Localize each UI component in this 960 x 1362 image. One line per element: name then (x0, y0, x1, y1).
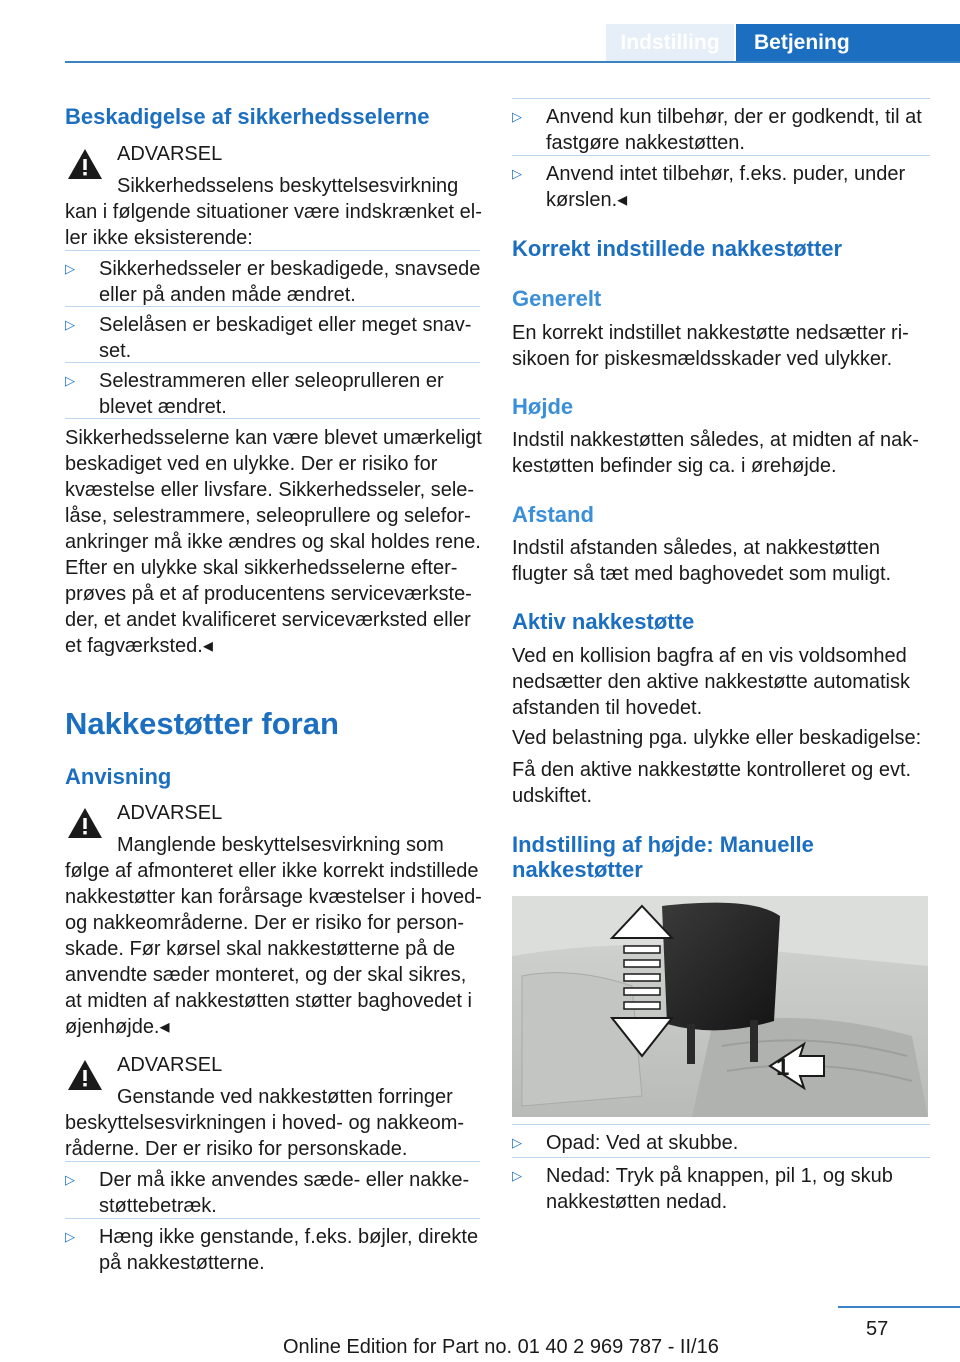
warning-text-line: Manglende beskyttelsesvirkning som (117, 834, 444, 856)
subsection-title-general: Generelt (512, 286, 602, 311)
list-item: Hæng ikke genstande, f.eks. bøjler, direkte (99, 1226, 479, 1248)
warning-text-line: at midten af nakkestøtten støtter baghovedet i (65, 990, 472, 1012)
list-separator (65, 306, 480, 307)
paragraph-line: En korrekt indstillet nakkestøtte nedsætter ri- (512, 322, 909, 344)
warning-triangle-icon (66, 806, 104, 840)
paragraph-line: Ved en kollision bagfra af en vis voldsomhed (512, 645, 907, 667)
list-item: Selestrammeren eller seleoprulleren er (99, 370, 444, 392)
triangle-bullet-icon: ▷ (65, 317, 75, 332)
warning-text-line: ler ikke eksisterende: (65, 227, 253, 249)
triangle-bullet-icon: ▷ (65, 373, 75, 388)
warning-text-line: nakkestøtter kan forårsage kvæstelser i hoved- (65, 886, 482, 908)
list-item: Anvend intet tilbehør, f.eks. puder, under (546, 163, 906, 185)
triangle-bullet-icon: ▷ (65, 1229, 75, 1244)
list-separator (65, 362, 480, 363)
paragraph-line: Få den aktive nakkestøtte kontrolleret og evt. (512, 759, 912, 781)
headrest-illustration (512, 896, 928, 1117)
list-separator (512, 1124, 930, 1125)
list-item: Anvend kun tilbehør, der er godkendt, til at (546, 106, 922, 128)
list-item: Sikkerhedsseler er beskadigede, snavsede (99, 258, 481, 280)
paragraph-line: kestøtten befinder sig ca. i ørehøjde. (512, 455, 837, 477)
triangle-bullet-icon: ▷ (512, 109, 522, 124)
paragraph-line: Indstil nakkestøtten således, at midten af nak- (512, 429, 919, 451)
list-separator (65, 250, 480, 251)
warning-triangle-icon (66, 1058, 104, 1092)
warning-label: ADVARSEL (117, 1054, 223, 1076)
section-title-height-adjust: Indstilling af højde: Manuelle (512, 832, 814, 857)
list-item: nakkestøtten nedad. (546, 1191, 728, 1213)
paragraph-line: Sikkerhedsselerne kan være blevet umærkeligt (65, 427, 482, 449)
list-item: Der må ikke anvendes sæde- eller nakke- (99, 1169, 470, 1191)
list-item: Opad: Ved at skubbe. (546, 1132, 739, 1154)
subsection-title-distance: Afstand (512, 502, 594, 527)
list-separator (65, 1218, 480, 1219)
list-separator (512, 1157, 930, 1158)
warning-text-line: skade. Før kørsel skal nakkestøtterne på de (65, 938, 456, 960)
list-item: støttebetræk. (99, 1195, 217, 1217)
section-title-active-headrest: Aktiv nakkestøtte (512, 609, 695, 634)
list-item: blevet ændret. (99, 396, 227, 418)
paragraph-line: der, et andet kvalificeret serviceværksted eller (65, 609, 471, 631)
paragraph-line: udskiftet. (512, 785, 593, 807)
footer-divider (838, 1306, 960, 1308)
warning-label: ADVARSEL (117, 802, 223, 824)
list-item: Selelåsen er beskadiget eller meget snav- (99, 314, 472, 336)
list-item: på nakkestøtterne. (99, 1252, 265, 1274)
paragraph-line: et fagværksted.◂ (65, 635, 213, 657)
paragraph-line: sikoen for piskesmældsskader ved ulykker. (512, 348, 893, 370)
list-separator (512, 98, 930, 99)
tab-betjening[interactable]: Betjening (736, 24, 960, 61)
paragraph-line: Ved belastning pga. ulykke eller beskadigelse: (512, 727, 922, 749)
warning-text-line: Genstande ved nakkestøtten forringer (117, 1086, 453, 1108)
paragraph-line: afstanden til hovedet. (512, 697, 703, 719)
section-title-seatbelt-damage: Beskadigelse af sikkerhedsselerne (65, 104, 430, 129)
section-title-note: Anvisning (65, 764, 172, 789)
list-separator (65, 1161, 480, 1162)
warning-text-line: anvendte sæder monteret, og der skal sikres, (65, 964, 467, 986)
list-item: kørslen.◂ (546, 189, 628, 211)
paragraph-line: Indstil afstanden således, at nakkestøtten (512, 537, 880, 559)
section-title-correct-headrests: Korrekt indstillede nakkestøtter (512, 236, 843, 261)
paragraph-line: beskadiget ved en ulykke. Der er risiko for (65, 453, 438, 475)
triangle-bullet-icon: ▷ (512, 1135, 522, 1150)
paragraph-line: kvæstelse eller livsfare. Sikkerhedsseler, sele- (65, 479, 475, 501)
triangle-bullet-icon: ▷ (512, 1168, 522, 1183)
list-item: fastgøre nakkestøtten. (546, 132, 745, 154)
tab-indstilling[interactable]: Indstilling (606, 24, 734, 61)
warning-text-line: følge af afmonteret eller ikke korrekt indstillede (65, 860, 479, 882)
subsection-title-height: Højde (512, 394, 574, 419)
warning-text-line: og nakkeområderne. Der er risiko for person- (65, 912, 465, 934)
list-item: set. (99, 340, 132, 362)
warning-label: ADVARSEL (117, 143, 223, 165)
warning-text-line: råderne. Der er risiko for personskade. (65, 1138, 408, 1160)
warning-text-line: øjenhøjde.◂ (65, 1016, 170, 1038)
header-divider (65, 61, 960, 63)
page-number: 57 (866, 1318, 889, 1340)
figure-callout-label: 1 (776, 1054, 790, 1081)
edition-footer: Online Edition for Part no. 01 40 2 969 787 - II/16 (283, 1336, 719, 1358)
list-separator (512, 155, 930, 156)
warning-triangle-icon (66, 147, 104, 181)
paragraph-line: flugter så tæt med baghovedet som muligt. (512, 563, 892, 585)
paragraph-line: prøves på et af producentens serviceværkste- (65, 583, 472, 605)
list-item: Nedad: Tryk på knappen, pil 1, og skub (546, 1165, 893, 1187)
triangle-bullet-icon: ▷ (512, 166, 522, 181)
paragraph-line: låse, selestrammere, seleoprullere og selefor- (65, 505, 471, 527)
paragraph-line: nedsætter den aktive nakkestøtte automatisk (512, 671, 910, 693)
triangle-bullet-icon: ▷ (65, 261, 75, 276)
section-title-height-adjust: nakkestøtter (512, 857, 643, 882)
headrest-figure (512, 896, 928, 1117)
list-separator (65, 418, 480, 419)
triangle-bullet-icon: ▷ (65, 1172, 75, 1187)
chapter-title: Nakkestøtter foran (65, 706, 339, 741)
paragraph-line: Efter en ulykke skal sikkerhedsselerne efter- (65, 557, 458, 579)
warning-text-line: beskyttelsesvirkningen i hoved- og nakkeom- (65, 1112, 465, 1134)
list-item: eller på anden måde ændret. (99, 284, 356, 306)
warning-text-line: Sikkerhedsselens beskyttelsesvirkning (117, 175, 459, 197)
paragraph-line: ankringer må ikke ændres og skal holdes rene. (65, 531, 481, 553)
warning-text-line: kan i følgende situationer være indskrænket el- (65, 201, 482, 223)
